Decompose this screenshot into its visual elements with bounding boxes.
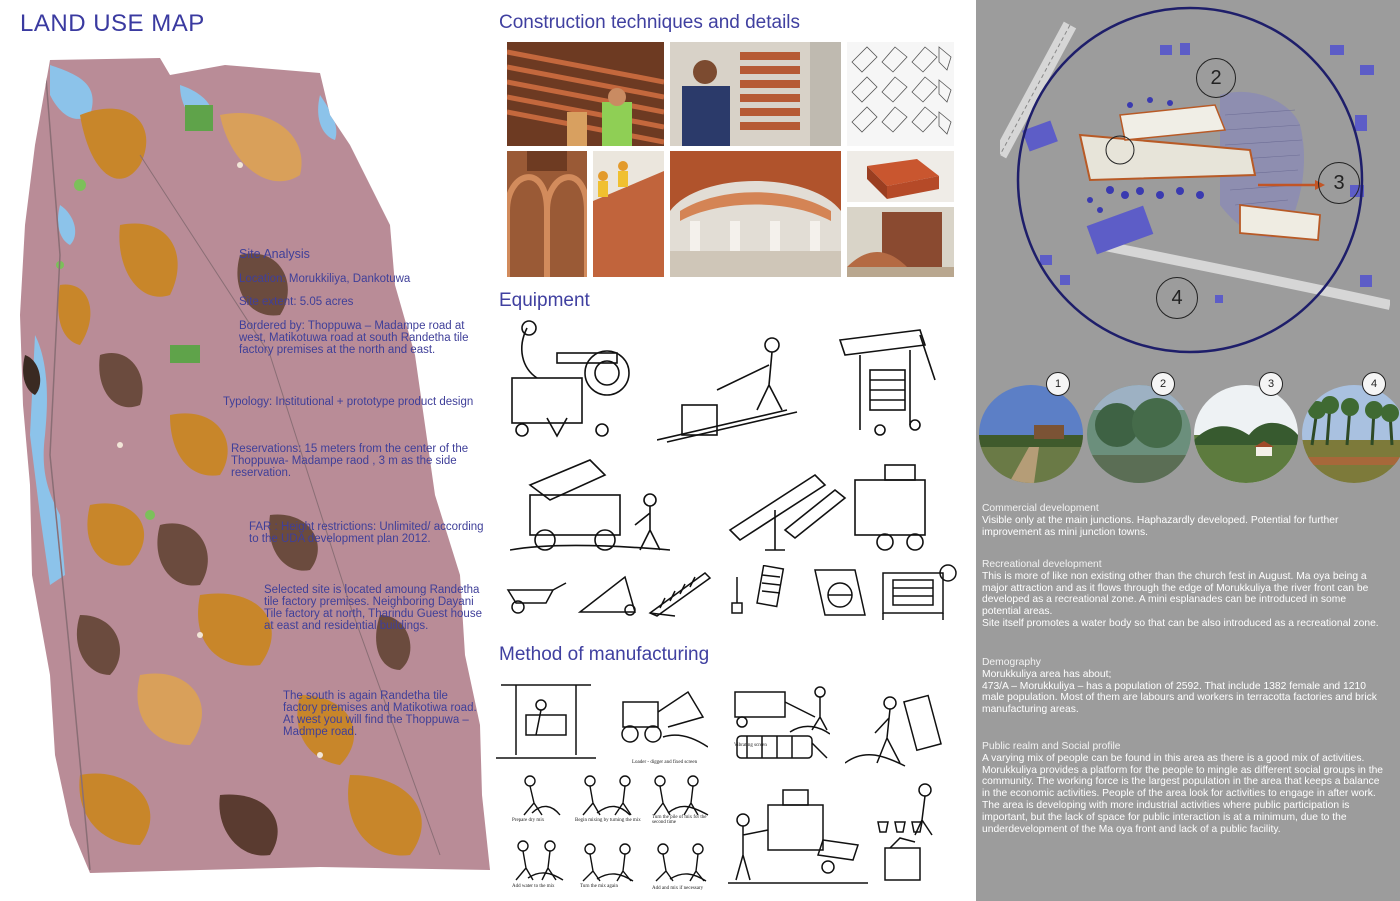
view-label-1: 1: [1046, 372, 1070, 396]
photo-brick-arches: [507, 151, 587, 277]
view-label-4: 4: [1362, 372, 1386, 396]
caption-add-mix: Add and mix if necessary: [652, 886, 704, 891]
manufacturing-title: Method of manufacturing: [499, 644, 710, 665]
caption-vibrating-screen: Vibrating screen: [734, 743, 767, 748]
site-location: Location: Morukkiliya, Dankotuwa: [239, 273, 411, 285]
equipment-sieve-frame: [645, 568, 715, 618]
manufacturing-turn-pile: [648, 773, 716, 818]
context-marker-4: 4: [1156, 277, 1198, 319]
photo-vaulted-hall: [670, 151, 841, 277]
commercial-heading: Commercial development: [982, 503, 1099, 514]
equipment-drum-mixer: [878, 558, 960, 623]
manufacturing-moulding: [870, 780, 945, 885]
site-far: FAR : Height restrictions: Unlimited/ according to the UDA development plan 2012.: [249, 521, 484, 545]
site-analysis-heading: Site Analysis: [239, 247, 310, 261]
public-realm-section: [982, 741, 1387, 835]
site-typology: Typology: Institutional + prototype product design: [223, 396, 474, 408]
site-reservations: Reservations: 15 meters from the center of the Thoppuwa- Madampe raod , 3 m as the side reservation.: [231, 443, 469, 479]
caption-loader: Loader - digger and fixed screen: [632, 760, 698, 765]
equipment-press-machine: [497, 318, 637, 443]
vault-sketches: [847, 42, 954, 146]
site-view-2: [1087, 385, 1191, 483]
recreational-text-2: Site itself promotes a water body so that can be also introduced as a recreational zone.: [982, 617, 1379, 629]
construction-title: Construction techniques and details: [499, 12, 801, 33]
context-marker-2: 2: [1196, 58, 1236, 98]
caption-turn-again: Turn the mix again: [580, 884, 619, 889]
view-label-3: 3: [1259, 372, 1283, 396]
photo-brick-block: [847, 151, 954, 202]
recreational-text: This is more of like non existing other than the church fest in August. Ma oya being a major attraction and as it flows through the edge of Morukkuliya the river front can be developed as a recreational zone. A mini esplanades can be introduced in some potential areas.: [982, 570, 1369, 618]
photo-bricklayer: [670, 42, 841, 146]
manufacturing-loader: [608, 682, 708, 757]
context-marker-3: 3: [1318, 162, 1360, 204]
commercial-text: Visible only at the main junctions. Haphazardly developed. Potential for further improvement as mini junction towns.: [982, 514, 1339, 538]
equipment-screen-mesh: [752, 565, 787, 610]
land-use-map-title: LAND USE MAP: [20, 10, 205, 37]
manufacturing-add-mix: [648, 843, 718, 883]
site-selected: Selected site is located amoung Randetha tile factory premises. Neighboring Dayani Tile factory at north, Tharindu Guest house at east and residential buildings.: [264, 584, 482, 632]
site-view-3: [1194, 385, 1298, 483]
demography-heading: Demography: [982, 657, 1041, 668]
demography-section: [982, 657, 1387, 716]
caption-begin: Begin mixing by turning the mix: [575, 818, 641, 823]
recreational-heading: Recreational development: [982, 559, 1102, 570]
site-south: The south is again Randetha tile factory premises and Matikotiwa road. At west you will find the Thoppuwa – Madmpe road.: [283, 690, 477, 738]
equipment-frame-press: [830, 320, 940, 438]
recreational-section: [982, 559, 1387, 630]
manufacturing-begin-mixing: [575, 773, 645, 818]
photo-brick-vault-worker: [507, 42, 664, 146]
manufacturing-press-crew: [728, 785, 868, 885]
photo-roof-workers: [593, 151, 664, 277]
equipment-mixer-crew: [510, 455, 670, 555]
site-bordered: Bordered by: Thoppuwa – Madampe road at west, Matikotuwa road at south Randetha tile factory premises at the north and east.: [239, 320, 469, 356]
public-realm-heading: Public realm and Social profile: [982, 741, 1121, 752]
equipment-mould-box: [810, 565, 870, 620]
photo-brick-building: [847, 207, 954, 277]
manufacturing-turn-again: [575, 843, 645, 883]
commercial-section: [982, 503, 1387, 538]
demography-text-1: Morukkuliya area has about;: [982, 668, 1112, 680]
manufacturing-sieving: [496, 680, 596, 760]
equipment-lever-press: [657, 330, 807, 445]
manufacturing-add-water: [508, 838, 568, 883]
site-view-4: [1302, 385, 1400, 483]
equipment-title: Equipment: [499, 290, 590, 311]
equipment-conveyor: [725, 460, 940, 555]
manufacturing-prepare-dry-mix: [512, 773, 562, 818]
wheelbarrow-icon: [498, 575, 568, 615]
site-extent: Site extent: 5.05 acres: [239, 296, 354, 308]
caption-turn: Turn the pile of mix for the second time: [652, 815, 707, 825]
manufacturing-screen-shoveling: [845, 688, 955, 768]
public-realm-text: A varying mix of people can be found in this area as there is a good mix of activities. Morukkuliya provides a platform for the people to mingle as different social groups in the community. The working force is the largest population in the area that keeps a balance in the economic activities. People of the area look for activities to engage in after work. The area is developing with more industrial activities where public participation is important, but the lack of space for public interaction is at a minimum, due to the underdevelopment of the Ma oya front and lack of a public facility.: [982, 752, 1384, 835]
demography-text-2: 473/A – Morukkuliya – has a population of 2592. That include 1382 female and 1210 male population. Most of them are labours and workers in terracotta factories and brick manufacturing areas.: [982, 680, 1377, 716]
caption-add-water: Add water to the mix: [512, 884, 555, 889]
caption-prepare: Prepare dry mix: [512, 818, 545, 823]
shovel-icon: [730, 575, 745, 615]
view-label-2: 2: [1151, 372, 1175, 396]
site-view-1: [979, 385, 1083, 483]
manufacturing-rotary-drum: [732, 728, 832, 768]
equipment-hand-cart: [575, 572, 640, 617]
